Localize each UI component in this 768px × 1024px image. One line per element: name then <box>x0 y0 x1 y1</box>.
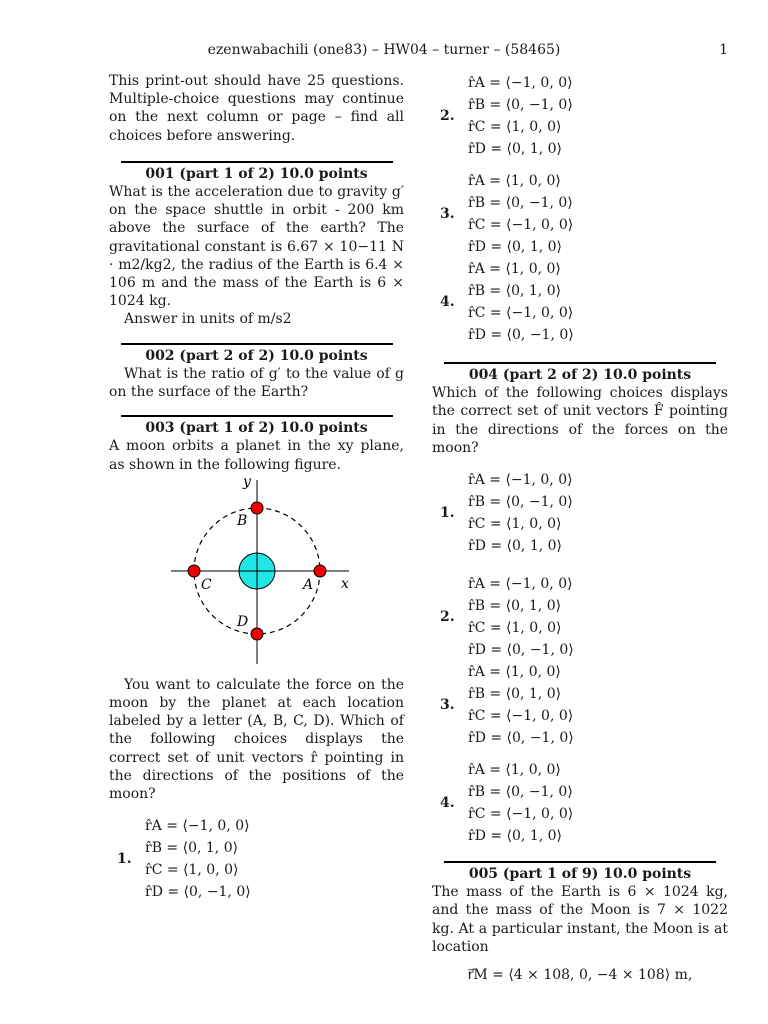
q004-choice-2[interactable] <box>438 573 728 661</box>
page-number: 1 <box>719 42 728 58</box>
q002-text: What is the ratio of g′ to the value of g on the surface of the Earth? <box>109 365 404 401</box>
choice-number: 2. <box>440 608 455 625</box>
q003-choice-1[interactable] <box>115 815 404 903</box>
vector-line: r̂B = ⟨0, 1, 0⟩ <box>145 840 239 857</box>
header-title: ezenwabachili (one83) – HW04 – turner – (58465) <box>207 42 561 58</box>
vector-line: r̂A = ⟨1, 0, 0⟩ <box>468 762 561 779</box>
right-column <box>432 72 728 984</box>
vector-line: r̂A = ⟨1, 0, 0⟩ <box>468 664 561 681</box>
vector-line: r̂D = ⟨0, 1, 0⟩ <box>468 141 562 157</box>
intro-text: This print-out should have 25 questions. Multiple-choice questions may continue on the next column or page – find all choices before answering. <box>109 73 404 144</box>
moon-position-a <box>314 565 326 577</box>
vector-line: r̂D = ⟨0, −1, 0⟩ <box>145 884 251 901</box>
vector-line: r̂B = ⟨0, 1, 0⟩ <box>468 686 562 703</box>
vector-line: r̂C = ⟨−1, 0, 0⟩ <box>468 305 574 321</box>
label-c: C <box>201 576 212 593</box>
choice-number: 3. <box>440 205 455 222</box>
q003-choice-3[interactable] <box>438 170 728 258</box>
q003-choice-4[interactable] <box>438 258 728 346</box>
vector-line: r̂B = ⟨0, −1, 0⟩ <box>468 494 573 511</box>
vector-line: r̂A = ⟨−1, 0, 0⟩ <box>468 75 573 91</box>
vector-line: r̂C = ⟨−1, 0, 0⟩ <box>468 806 574 823</box>
q005-equation: r⃗M = ⟨4 × 108, 0, −4 × 108⟩ m, <box>467 967 693 984</box>
vector-line: r̂A = ⟨−1, 0, 0⟩ <box>468 472 573 489</box>
vector-line: r̂D = ⟨0, −1, 0⟩ <box>468 730 574 747</box>
q003-choice-2[interactable] <box>438 72 728 160</box>
choice-number: 3. <box>440 696 455 713</box>
orbit-figure <box>109 474 404 664</box>
q001-text: What is the acceleration due to gravity g′ on the space shuttle in orbit - 200 km above the surface of the earth? The gravitational constant is 6.67 × 10−11 N · m2/kg2, the radius of the Earth is 6.4 × 106 m and the mass of the Earth is 6 × 1024 kg. <box>109 184 404 310</box>
vector-line: r̂C = ⟨−1, 0, 0⟩ <box>468 217 574 233</box>
q003-text-2: You want to calculate the force on the moon by the planet at each location labeled by a letter (A, B, C, D). Which of the following choices displays the correct set of unit vectors r̂ pointing in the directions of the positions of the moon? <box>109 676 404 803</box>
choice-number: 2. <box>440 107 455 124</box>
x-axis-label: x <box>341 575 349 592</box>
vector-line: r̂D = ⟨0, −1, 0⟩ <box>468 642 574 659</box>
label-d: D <box>237 613 249 630</box>
choice-number: 1. <box>440 504 455 521</box>
vector-line: r̂A = ⟨1, 0, 0⟩ <box>468 261 561 277</box>
vector-line: r̂C = ⟨1, 0, 0⟩ <box>468 516 562 533</box>
moon-position-d <box>251 628 263 640</box>
vector-line: r̂C = ⟨−1, 0, 0⟩ <box>468 708 574 725</box>
vector-line: r̂C = ⟨1, 0, 0⟩ <box>145 862 239 879</box>
q004-choice-3[interactable] <box>438 661 728 749</box>
vector-line: r̂D = ⟨0, −1, 0⟩ <box>468 327 574 343</box>
vector-line: r̂C = ⟨1, 0, 0⟩ <box>468 620 562 637</box>
q001-heading: 001 (part 1 of 2) 10.0 points <box>121 161 393 183</box>
y-axis-label: y <box>243 473 251 490</box>
orbit-diagram <box>109 474 404 674</box>
q004-heading: 004 (part 2 of 2) 10.0 points <box>444 362 716 384</box>
vector-line: r̂B = ⟨0, −1, 0⟩ <box>468 97 573 113</box>
moon-position-c <box>188 565 200 577</box>
vector-line: r̂A = ⟨1, 0, 0⟩ <box>468 173 561 189</box>
vector-line: r̂D = ⟨0, 1, 0⟩ <box>468 828 562 845</box>
choice-number: 1. <box>117 851 132 868</box>
left-column <box>109 72 404 903</box>
choice-number: 4. <box>440 293 455 310</box>
vector-line: r̂D = ⟨0, 1, 0⟩ <box>468 239 562 255</box>
vector-line: r̂B = ⟨0, 1, 0⟩ <box>468 283 562 299</box>
label-b: B <box>237 512 248 529</box>
q001-answer-units: Answer in units of m/s2 <box>124 311 292 328</box>
vector-line: r̂B = ⟨0, −1, 0⟩ <box>468 784 573 801</box>
q005-text: The mass of the Earth is 6 × 1024 kg, and the mass of the Moon is 7 × 1022 kg. At a particular instant, the Moon is at location <box>432 884 728 955</box>
q004-text: Which of the following choices displays the correct set of unit vectors F̂ pointing in the directions of the forces on the moon? <box>432 385 728 456</box>
vector-line: r̂A = ⟨−1, 0, 0⟩ <box>145 818 250 835</box>
q002-heading: 002 (part 2 of 2) 10.0 points <box>121 343 393 365</box>
moon-position-b <box>251 502 263 514</box>
vector-line: r̂B = ⟨0, −1, 0⟩ <box>468 195 573 211</box>
vector-line: r̂D = ⟨0, 1, 0⟩ <box>468 538 562 555</box>
q003-heading: 003 (part 1 of 2) 10.0 points <box>121 415 393 437</box>
q005-heading: 005 (part 1 of 9) 10.0 points <box>444 861 716 883</box>
q004-choice-4[interactable] <box>438 759 728 847</box>
label-a: A <box>303 576 314 593</box>
q003-text: A moon orbits a planet in the xy plane, as shown in the following figure. <box>109 438 404 473</box>
vector-line: r̂A = ⟨−1, 0, 0⟩ <box>468 576 573 593</box>
vector-line: r̂B = ⟨0, 1, 0⟩ <box>468 598 562 615</box>
vector-line: r̂C = ⟨1, 0, 0⟩ <box>468 119 562 135</box>
choice-number: 4. <box>440 794 455 811</box>
q004-choice-1[interactable] <box>438 469 728 557</box>
